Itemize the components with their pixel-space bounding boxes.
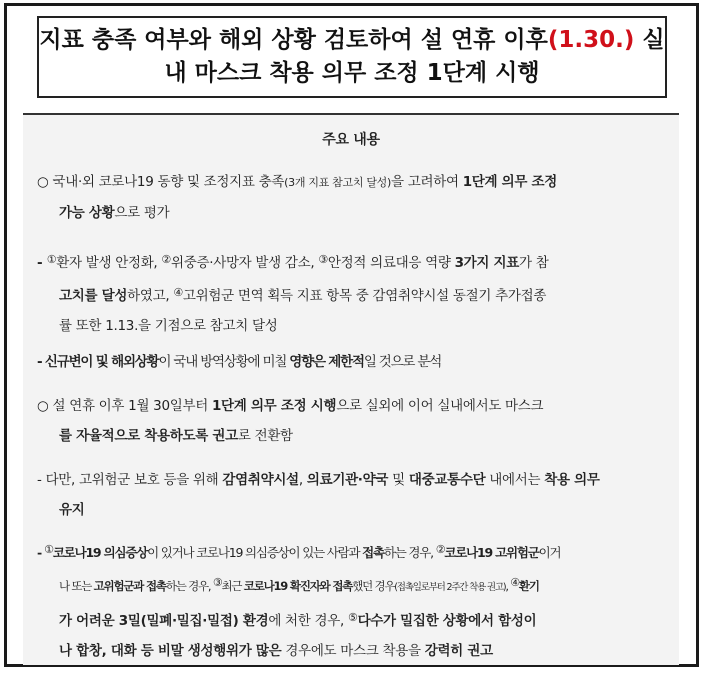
document-frame: [4, 3, 699, 667]
title-text: 지표 충족 여부와 해외 상황 검토하여 설 연휴 이후: [39, 27, 548, 53]
title-line-1: [39, 24, 665, 57]
title-line-2: 내 마스크 착용 의무 조정 1단계 시행: [164, 60, 540, 86]
sub-bullet-variants: - 신규변이 및 해외상황이 국내 방역상황에 미칠 영향은 제한적일 것으로 분석: [37, 354, 442, 370]
bullet-evaluation: ○ 국내·외 코로나19 동향 및 조정지표 충족(3개 지표 참고치 달성)을 고려하여 1단계 의무 조정 가능 상황으로 평가: [37, 174, 558, 221]
sub-bullet-recommendations: - ①코로나19 의심증상이 있거나 코로나19 의심증상이 있는 사람과 접촉하는 경우, ②코로나19 고위험군이거 나 또는 고위험군과 접촉하는 경우, ③최근 코로나19 확진자와 접촉했던 경우(접촉일로부터 2주간 착용 권고), ④환기 가 어려운 3밀(밀폐·밀집·밀접) 환경에 처한 경우, ⑤다수가 밀집한 상황에서 함성이 나 합창, 대화 등 비말 생성행위가 많은 경우에도 마스크 착용을 강력히 권고: [37, 543, 561, 659]
title-date-highlight: (1.30.): [547, 27, 635, 53]
section-heading: 주요 내용: [322, 132, 380, 148]
sub-bullet-exceptions: - 다만, 고위험군 보호 등을 위해 감염취약시설, 의료기관·약국 및 대중교통수단 내에서는 착용 의무 유지: [37, 472, 600, 518]
main-content-panel: [23, 113, 679, 665]
bullet-adjustment: ○ 설 연휴 이후 1월 30일부터 1단계 의무 조정 시행으로 실외에 이어 실내에서도 마스크 를 자율적으로 착용하도록 권고로 전환함: [37, 398, 544, 444]
title-text-end: 실: [634, 27, 665, 53]
title-box: [37, 16, 667, 98]
sub-bullet-indicators: - ①환자 발생 안정화, ②위중증·사망자 발생 감소, ③안정적 의료대응 역량 3가지 지표가 참 고치를 달성하였고, ④고위험군 면역 획득 지표 항목 중 감염취약시설 동절기 추가접종 률 또한 1.13.을 기점으로 참고치 달성: [37, 253, 549, 334]
